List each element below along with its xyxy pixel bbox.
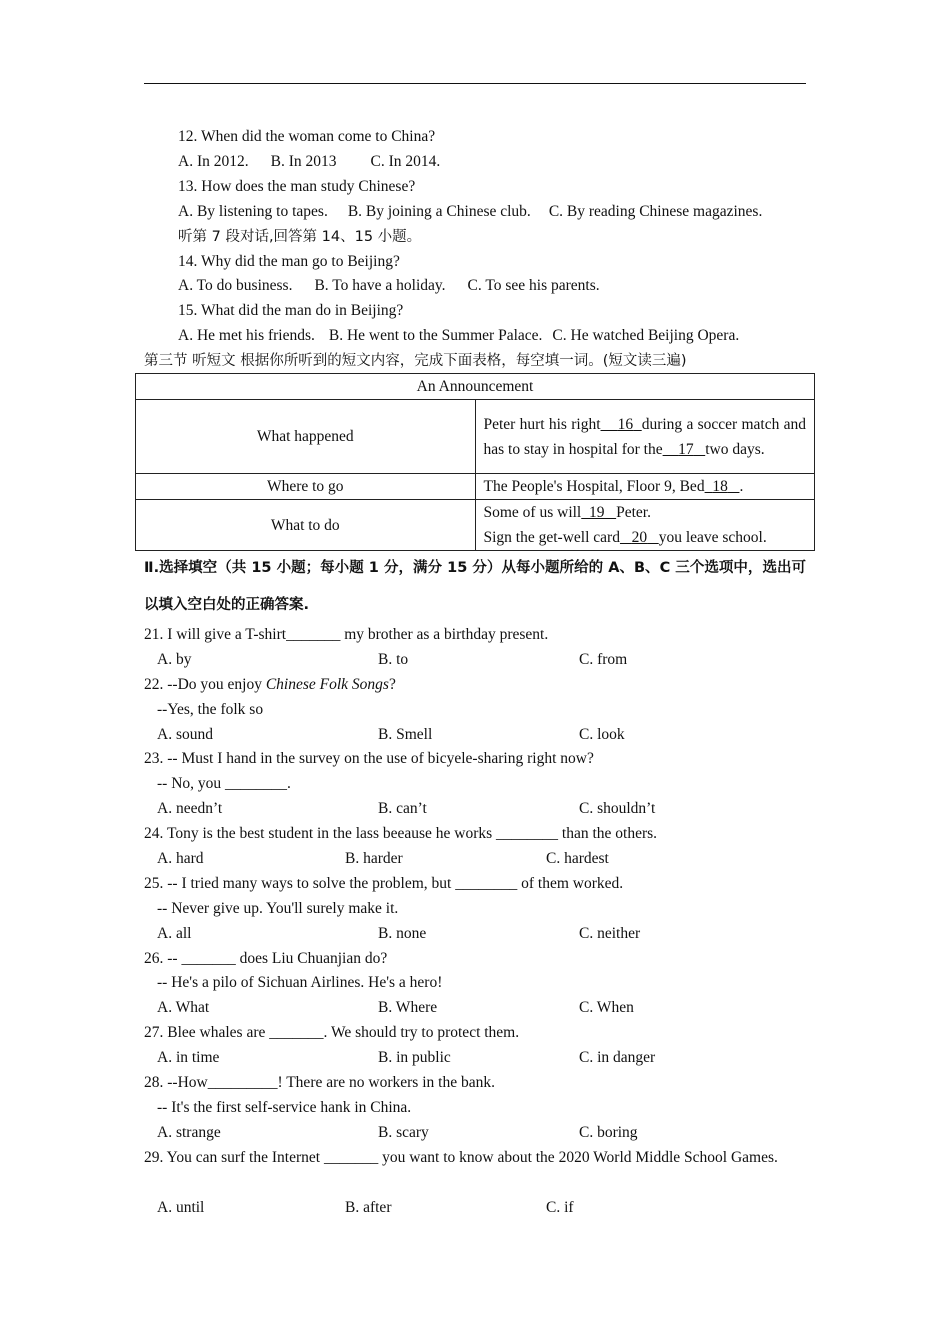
song-title: Chinese Folk Songs xyxy=(265,676,389,693)
section-3-instruction: 第三节 听短文 根据你所听到的短文内容，完成下面表格，每空填一词。(短文读三遍) xyxy=(144,353,687,369)
row-value-where-to-go: The People's Hospital, Floor 9, Bed 18 . xyxy=(475,474,815,500)
q27-option-c: C. in danger xyxy=(579,1049,656,1066)
option-c: C. To see his parents. xyxy=(467,277,600,294)
section-2-heading: Ⅱ.选择填空（共 15 小题；每小题 1 分，满分 15 分）从每小题所给的 A、B、C 三个选项中，选出可以填入空白处的正确答案. xyxy=(144,560,806,613)
question-26-reply: -- He's a pilo of Sichuan Airlines. He's a hero! xyxy=(157,974,443,991)
question-24: 24. Tony is the best student in the lass beeause he works ________ than the others. xyxy=(144,825,658,842)
q22-option-c: C. look xyxy=(579,726,625,743)
option-a: A. By listening to tapes. xyxy=(178,203,328,220)
q26-option-b: B. Where xyxy=(378,999,438,1016)
row-label-what-happened: What happened xyxy=(136,400,476,474)
option-c: C. By reading Chinese magazines. xyxy=(548,203,763,220)
option-a: A. To do business. xyxy=(178,277,293,294)
option-c: C. In 2014. xyxy=(370,153,441,170)
q22-option-b: B. Smell xyxy=(378,726,433,743)
question-21: 21. I will give a T-shirt_______ my brother as a birthday present. xyxy=(144,626,549,643)
q23-option-b: B. can’t xyxy=(378,800,427,817)
q23-option-a: A. needn’t xyxy=(157,800,223,817)
dialog-7-instruction: 听第 7 段对话,回答第 14、15 小题。 xyxy=(178,229,422,245)
option-a: A. He met his friends. xyxy=(178,327,315,344)
blank-20: 20 xyxy=(631,529,648,546)
option-b: B. In 2013 xyxy=(270,153,337,170)
q29-option-c: C. if xyxy=(546,1199,574,1216)
option-b: B. To have a holiday. xyxy=(314,277,446,294)
q21-option-a: A. by xyxy=(157,651,192,668)
header-rule xyxy=(144,83,806,84)
question-27: 27. Blee whales are _______. We should try to protect them. xyxy=(144,1024,520,1041)
row-label-what-to-do: What to do xyxy=(136,500,476,551)
blank-16: 16 xyxy=(617,415,634,433)
question-14-options xyxy=(178,276,600,296)
row-value-what-to-do: Some of us will 19 Peter. Sign the get-well card 20 you leave school. xyxy=(475,500,815,551)
question-22-reply: --Yes, the folk so xyxy=(157,701,264,718)
option-c: C. He watched Beijing Opera. xyxy=(552,327,740,344)
option-b: B. He went to the Summer Palace. xyxy=(328,327,543,344)
question-13-options xyxy=(178,202,762,222)
question-22: 22. --Do you enjoy Chinese Folk Songs? xyxy=(144,676,396,693)
question-28-reply: -- It's the first self-service hank in China. xyxy=(157,1099,412,1116)
announcement-table xyxy=(135,373,815,551)
q23-option-c: C. shouldn’t xyxy=(579,800,656,817)
q28-option-c: C. boring xyxy=(579,1124,638,1141)
q29-option-b: B. after xyxy=(345,1199,392,1216)
question-12-options xyxy=(178,152,440,172)
option-a: A. In 2012. xyxy=(178,153,249,170)
q26-option-c: C. When xyxy=(579,999,634,1016)
q28-option-a: A. strange xyxy=(157,1124,221,1141)
option-b: B. By joining a Chinese club. xyxy=(347,203,531,220)
q27-option-a: A. in time xyxy=(157,1049,220,1066)
q24-option-a: A. hard xyxy=(157,850,204,867)
question-15-options xyxy=(178,326,739,346)
table-title: An Announcement xyxy=(136,374,815,400)
question-28: 28. --How_________! There are no workers in the bank. xyxy=(144,1074,495,1091)
question-29: 29. You can surf the Internet _______ you want to know about the 2020 World Middle School Games. xyxy=(144,1149,778,1166)
q24-option-c: C. hardest xyxy=(546,850,609,867)
q21-option-c: C. from xyxy=(579,651,628,668)
question-13: 13. How does the man study Chinese? xyxy=(178,178,416,195)
q24-option-b: B. harder xyxy=(345,850,403,867)
row-value-what-happened: Peter hurt his right 16 during a soccer match and has to stay in hospital for the 17 two days. xyxy=(475,400,815,474)
question-15: 15. What did the man do in Beijing? xyxy=(178,302,404,319)
q22-option-a: A. sound xyxy=(157,726,213,743)
q25-option-a: A. all xyxy=(157,925,192,942)
blank-17: 17 xyxy=(678,440,694,458)
q25-option-c: C. neither xyxy=(579,925,641,942)
question-23: 23. -- Must I hand in the survey on the use of bicyele-sharing right now? xyxy=(144,750,594,767)
q21-option-b: B. to xyxy=(378,651,409,668)
blank-18: 18 xyxy=(712,478,728,495)
question-14: 14. Why did the man go to Beijing? xyxy=(178,253,400,270)
q28-option-b: B. scary xyxy=(378,1124,429,1141)
q27-option-b: B. in public xyxy=(378,1049,451,1066)
question-25-reply: -- Never give up. You'll surely make it. xyxy=(157,900,399,917)
question-23-reply: -- No, you ________. xyxy=(157,775,291,792)
row-label-where-to-go: Where to go xyxy=(136,474,476,500)
q29-option-a: A. until xyxy=(157,1199,205,1216)
q26-option-a: A. What xyxy=(157,999,210,1016)
q25-option-b: B. none xyxy=(378,925,427,942)
question-26: 26. -- _______ does Liu Chuanjian do? xyxy=(144,950,388,967)
blank-19: 19 xyxy=(589,504,605,521)
question-25: 25. -- I tried many ways to solve the problem, but ________ of them worked. xyxy=(144,875,624,892)
question-12: 12. When did the woman come to China? xyxy=(178,128,436,145)
